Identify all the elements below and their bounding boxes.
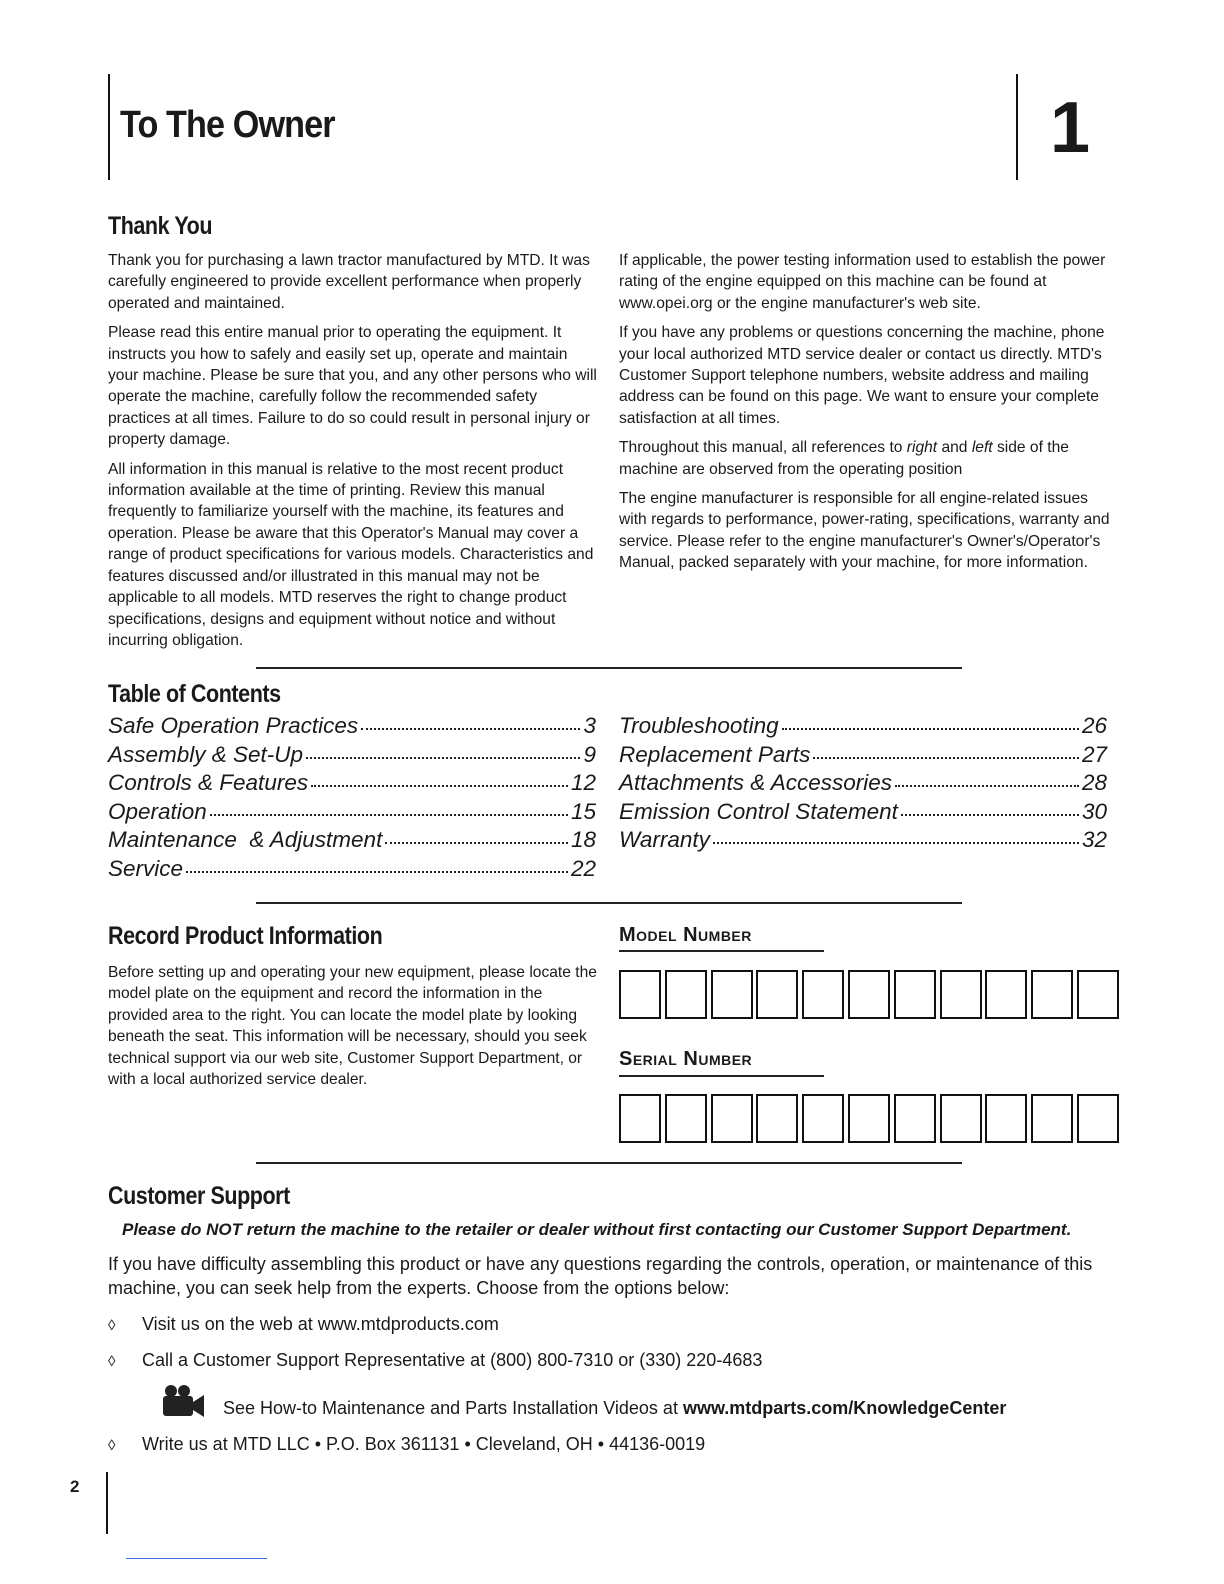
record-heading: Record Product Information — [108, 922, 383, 950]
thank-you-paragraph: All information in this manual is relative to the most recent product information available at the time of printing. Review this manual frequently to familiarize yourself with the machine, its features and operation. Please be aware that this Operator's Manual may cover a range of product specifications for various models. Characteristics and features discussed and/or illustrated in this manual may not be applicable to all models. MTD reserves the right to change product specifications, designs and equipment without notice and without incurring obligation. — [108, 460, 594, 649]
support-heading: Customer Support — [108, 1182, 290, 1210]
toc-leader — [311, 784, 568, 787]
toc-entry[interactable] — [619, 769, 1107, 798]
left-term: left — [971, 439, 993, 457]
serial-digit-box[interactable] — [894, 1094, 936, 1143]
toc-right-column — [619, 712, 1107, 855]
toc-leader — [895, 784, 1079, 787]
support-warning: Please do NOT return the machine to the retailer or dealer without first contacting our Customer Support Department. — [122, 1220, 1072, 1239]
toc-label: Assembly & Set-Up — [108, 741, 304, 767]
toc-label: Attachments & Accessories — [619, 770, 893, 796]
model-digit-box[interactable] — [985, 970, 1027, 1019]
toc-page: 12 — [570, 770, 596, 796]
toc-page: 30 — [1081, 798, 1107, 824]
model-digit-box[interactable] — [940, 970, 982, 1019]
serial-digit-box[interactable] — [665, 1094, 707, 1143]
model-digit-box[interactable] — [756, 970, 798, 1019]
toc-page: 27 — [1081, 741, 1107, 767]
section-divider — [256, 667, 962, 669]
model-digit-box[interactable] — [848, 970, 890, 1019]
toc-leader — [306, 756, 580, 759]
support-option-text[interactable]: Call a Customer Support Representative at (800) 800-7310 or (330) 220-4683 — [142, 1350, 763, 1370]
thank-you-paragraph: The engine manufacturer is responsible for all engine-related issues with regards to performance, power-rating, specifications, warranty and service. Please refer to the engine manufacturer's Owner's/Operator's Manual, packed separately with your machine, for more information. — [619, 490, 1110, 572]
toc-entry[interactable] — [108, 798, 596, 827]
serial-digit-box[interactable] — [756, 1094, 798, 1143]
header-left-bar — [108, 74, 110, 180]
toc-entry[interactable] — [108, 826, 596, 855]
page-title: To The Owner — [120, 104, 335, 146]
thank-you-right-column — [619, 250, 1111, 582]
record-body: Before setting up and operating your new equipment, please locate the model plate on the equipment and record the information in the provided area to the right. You can locate the model plate by looking beneath the seat. This information will be necessary, should you seek technical support via our web site, Customer Support Department, or with a local authorized service dealer. — [108, 964, 597, 1089]
toc-leader — [385, 841, 568, 844]
model-digit-box[interactable] — [711, 970, 753, 1019]
footer-blue-line — [126, 1558, 267, 1559]
toc-entry[interactable] — [108, 712, 596, 741]
model-digit-box[interactable] — [1077, 970, 1119, 1019]
toc-leader — [782, 727, 1079, 730]
toc-label: Replacement Parts — [619, 741, 811, 767]
thank-you-paragraph: Thank you for purchasing a lawn tractor manufactured by MTD. It was carefully engineered to provide excellent performance when properly operated and maintained. — [108, 252, 590, 312]
toc-entry[interactable] — [108, 855, 596, 884]
toc-entry[interactable] — [619, 798, 1107, 827]
orientation-text: and — [937, 439, 972, 457]
model-number-boxes[interactable] — [619, 970, 1119, 1019]
serial-digit-box[interactable] — [940, 1094, 982, 1143]
header-right-bar — [1016, 74, 1018, 180]
toc-leader — [361, 727, 580, 730]
toc-entry[interactable] — [619, 712, 1107, 741]
support-option-mail — [108, 1434, 705, 1455]
toc-leader — [901, 813, 1079, 816]
thank-you-paragraph: If applicable, the power testing information used to establish the power rating of the engine equipped on this machine can be found at www.opei.org or the engine manufacturer's web site. — [619, 252, 1106, 312]
model-digit-box[interactable] — [619, 970, 661, 1019]
bullet-icon: ◊ — [108, 1437, 116, 1454]
video-line — [223, 1398, 1006, 1419]
right-term: right — [906, 439, 938, 457]
section-divider — [256, 1162, 962, 1164]
thank-you-heading: Thank You — [108, 212, 213, 240]
bullet-icon: ◊ — [108, 1353, 116, 1370]
bullet-icon: ◊ — [108, 1317, 116, 1334]
toc-page: 15 — [570, 798, 596, 824]
serial-number-underline — [619, 1075, 824, 1077]
toc-label: Emission Control Statement — [619, 798, 898, 824]
support-option-phone — [108, 1350, 762, 1371]
toc-left-column — [108, 712, 596, 884]
toc-page: 26 — [1081, 713, 1107, 738]
support-body: If you have difficulty assembling this product or have any questions regarding the controls, operation, or maintenance of this machine, you can seek help from the experts. Choose from the options below: — [108, 1254, 1093, 1298]
toc-leader — [186, 870, 568, 873]
toc-label: Warranty — [619, 827, 710, 853]
thank-you-left-column — [108, 250, 600, 659]
orientation-paragraph — [619, 437, 1111, 480]
toc-entry[interactable] — [108, 741, 596, 770]
section-divider — [256, 902, 962, 904]
support-option-text[interactable]: Visit us on the web at www.mtdproducts.com — [142, 1314, 499, 1334]
toc-page: 9 — [583, 741, 596, 767]
footer-bar — [106, 1472, 108, 1534]
toc-leader — [210, 813, 568, 816]
serial-digit-box[interactable] — [848, 1094, 890, 1143]
toc-label: Operation — [108, 798, 207, 824]
knowledge-center-link[interactable]: www.mtdparts.com/KnowledgeCenter — [682, 1398, 1007, 1418]
support-option-text: Write us at MTD LLC • P.O. Box 361131 • Cleveland, OH • 44136-0019 — [142, 1434, 706, 1454]
video-camera-icon — [160, 1384, 206, 1425]
serial-digit-box[interactable] — [619, 1094, 661, 1143]
toc-heading: Table of Contents — [108, 680, 281, 708]
serial-digit-box[interactable] — [802, 1094, 844, 1143]
serial-digit-box[interactable] — [985, 1094, 1027, 1143]
toc-leader — [813, 756, 1079, 759]
support-option-web — [108, 1314, 499, 1335]
toc-label: Safe Operation Practices — [108, 713, 359, 738]
model-digit-box[interactable] — [1031, 970, 1073, 1019]
model-digit-box[interactable] — [665, 970, 707, 1019]
toc-page: 32 — [1081, 827, 1107, 853]
serial-number-boxes[interactable] — [619, 1094, 1119, 1143]
video-text: See How-to Maintenance and Parts Installation Videos at — [223, 1398, 683, 1418]
toc-entry[interactable] — [108, 769, 596, 798]
serial-digit-box[interactable] — [1031, 1094, 1073, 1143]
orientation-text: side of the machine are observed from the operating position — [619, 439, 1069, 478]
toc-label: Controls & Features — [108, 770, 309, 796]
page-number: 2 — [70, 1477, 80, 1496]
model-digit-box[interactable] — [802, 970, 844, 1019]
toc-leader — [713, 841, 1079, 844]
model-digit-box[interactable] — [894, 970, 936, 1019]
serial-digit-box[interactable] — [711, 1094, 753, 1143]
toc-page: 3 — [583, 713, 596, 738]
toc-page: 28 — [1081, 770, 1107, 796]
toc-label: Troubleshooting — [619, 713, 779, 738]
toc-page: 18 — [570, 827, 596, 853]
orientation-text: Throughout this manual, all references to — [619, 439, 907, 457]
chapter-number: 1 — [1050, 88, 1091, 168]
toc-label: Service — [108, 855, 184, 881]
thank-you-paragraph: If you have any problems or questions concerning the machine, phone your local authorized MTD service dealer or contact us directly. MTD's Customer Support telephone numbers, website address and mailing address can be found on this page. We want to ensure your complete satisfaction at all times. — [619, 324, 1105, 427]
toc-label: Maintenance & Adjustment — [108, 827, 383, 853]
model-number-label: Model Number — [619, 924, 752, 946]
toc-entry[interactable] — [619, 826, 1107, 855]
serial-digit-box[interactable] — [1077, 1094, 1119, 1143]
thank-you-paragraph: Please read this entire manual prior to operating the equipment. It instructs you how to safely and easily set up, operate and maintain your machine. Please be sure that you, and any other persons who will operate the machine, carefully follow the recommended safety practices at all times. Failure to do so could result in personal injury or property damage. — [108, 324, 597, 449]
model-number-underline — [619, 950, 824, 952]
toc-page: 22 — [570, 855, 596, 881]
toc-entry[interactable] — [619, 741, 1107, 770]
serial-number-label: Serial Number — [619, 1048, 753, 1070]
